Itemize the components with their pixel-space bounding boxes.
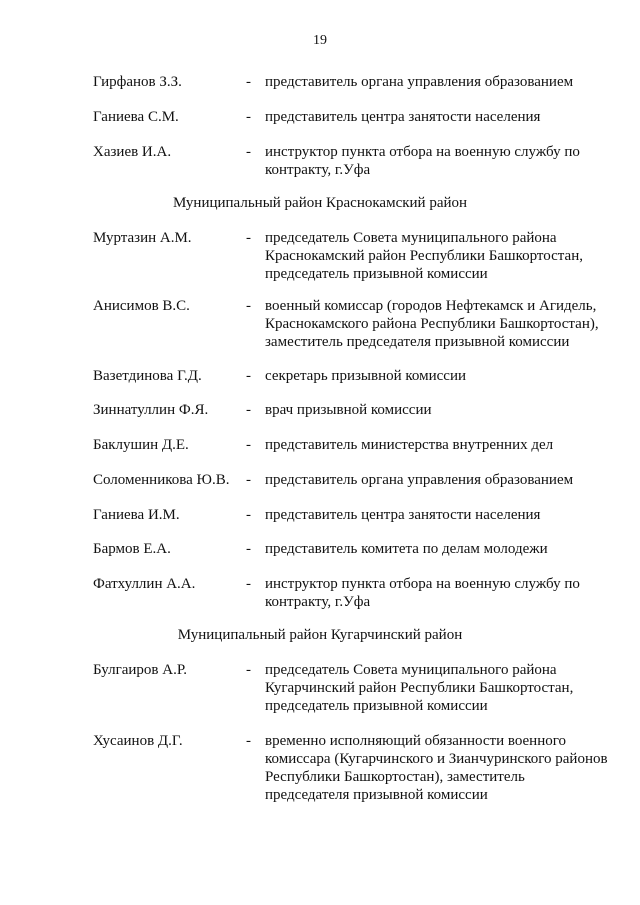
member-dash: - [246,733,251,749]
member-name: Муртазин А.М. [93,230,192,246]
member-name: Ганиева С.М. [93,109,179,125]
section-heading-krasnokamsky: Муниципальный район Краснокамский район [172,195,468,211]
member-dash: - [246,576,251,592]
member-name: Баклушин Д.Е. [93,437,189,453]
member-role: представитель органа управления образованием [265,472,574,488]
member-name: Зиннатуллин Ф.Я. [93,402,209,418]
member-name: Вазетдинова Г.Д. [93,368,202,384]
member-name: Булгаиров А.Р. [93,662,188,678]
member-role: военный комиссар (городов Нефтекамск и Агидель, Краснокамского района Республики Башкортостан), заместитель председателя призывной комиссии [265,298,599,350]
member-dash: - [246,541,251,557]
member-name: Хусаинов Д.Г. [93,733,183,749]
member-name: Ганиева И.М. [93,507,180,523]
member-dash: - [246,437,251,453]
section-heading-kugarchinsky: Муниципальный район Кугарчинский район [177,627,463,643]
member-role: инструктор пункта отбора на военную службу по контракту, г.Уфа [265,576,580,610]
member-role: председатель Совета муниципального района Кугарчинский район Республики Башкортостан, председатель призывной комиссии [265,662,574,714]
member-role: инструктор пункта отбора на военную службу по контракту, г.Уфа [265,144,580,178]
member-role: представитель комитета по делам молодежи [265,541,548,557]
member-name: Гирфанов З.З. [93,74,182,90]
member-dash: - [246,144,251,160]
member-role: председатель Совета муниципального района Краснокамский район Республики Башкортостан, председатель призывной комиссии [265,230,583,282]
member-dash: - [246,230,251,246]
member-role: представитель центра занятости населения [265,109,541,125]
member-dash: - [246,109,251,125]
member-dash: - [246,298,251,314]
member-name: Анисимов В.С. [93,298,190,314]
member-name: Бармов Е.А. [93,541,171,557]
member-name: Соломенникова Ю.В. [93,472,230,488]
member-role: представитель министерства внутренних дел [265,437,554,453]
member-dash: - [246,472,251,488]
member-name: Фатхуллин А.А. [93,576,196,592]
member-role: секретарь призывной комиссии [265,368,467,384]
member-role: врач призывной комиссии [265,402,432,418]
member-dash: - [246,402,251,418]
member-dash: - [246,368,251,384]
member-role: представитель органа управления образованием [265,74,574,90]
member-dash: - [246,507,251,523]
member-name: Хазиев И.А. [93,144,172,160]
member-dash: - [246,662,251,678]
member-role: представитель центра занятости населения [265,507,541,523]
page-number: 19 [313,33,327,48]
member-dash: - [246,74,251,90]
member-role: временно исполняющий обязанности военного комиссара (Кугарчинского и Зианчуринского районов Республики Башкортостан), заместитель председателя призывной комиссии [265,733,608,803]
